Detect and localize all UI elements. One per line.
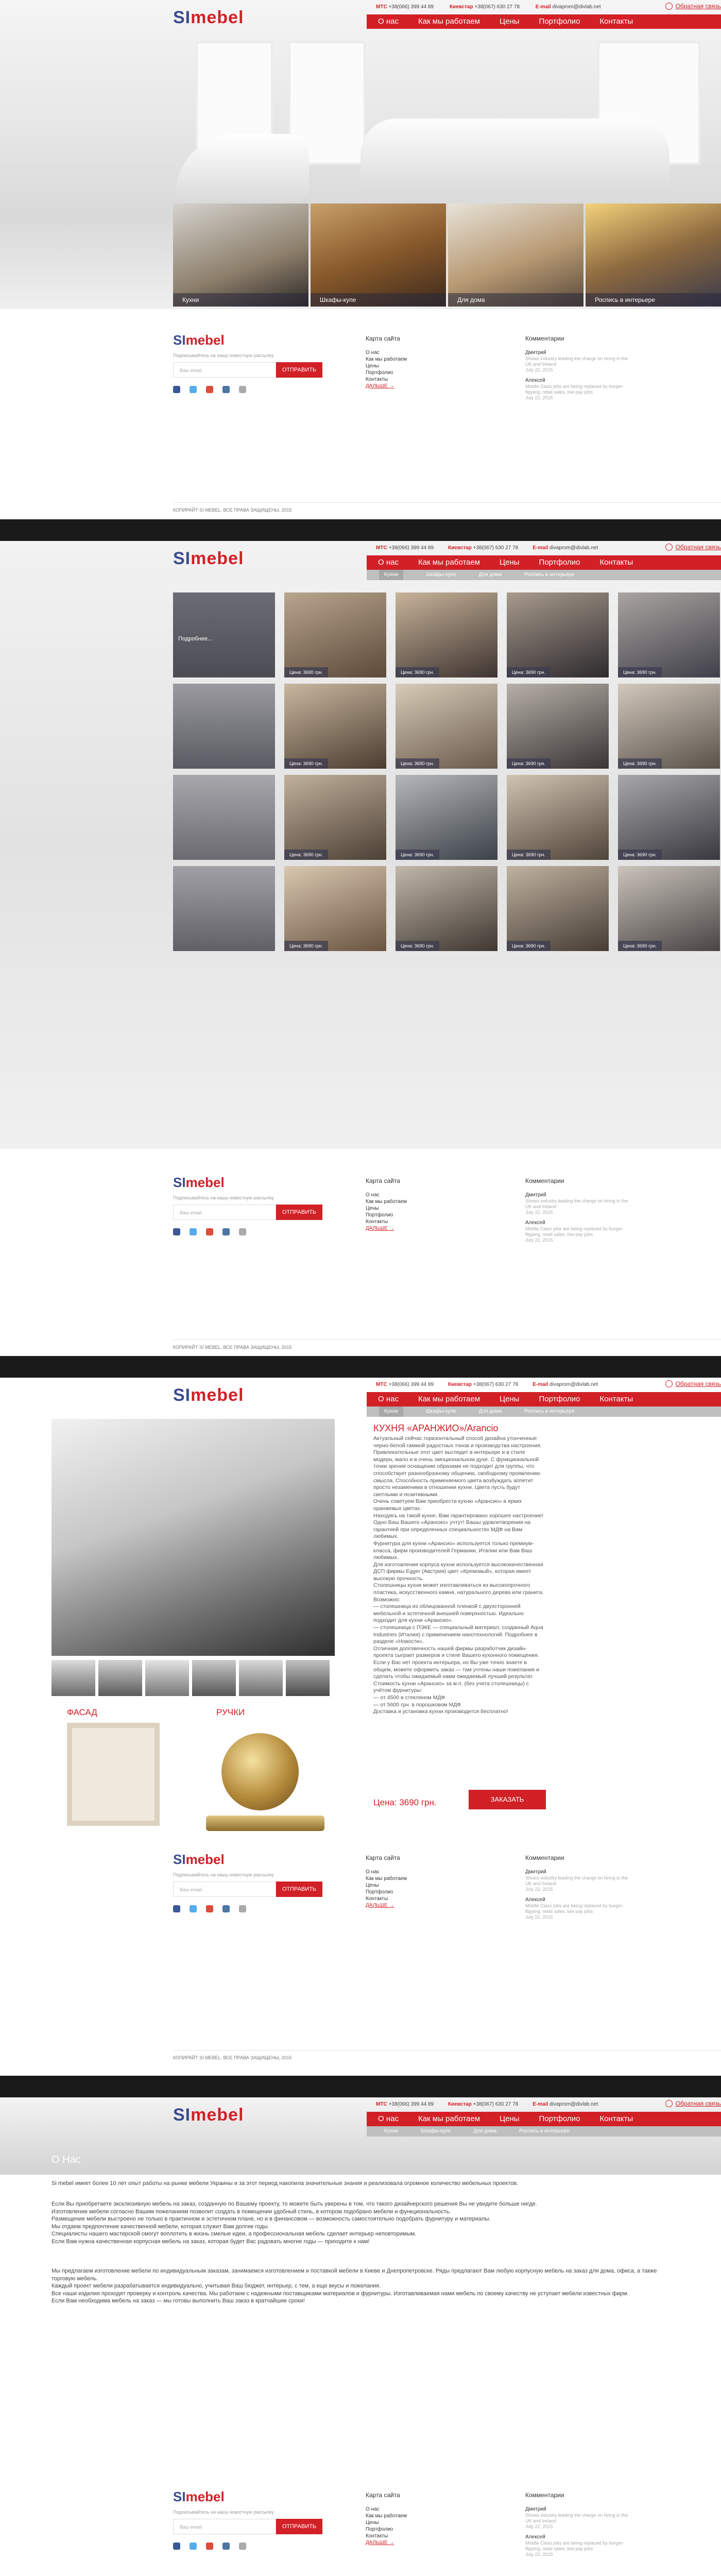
handles-label: РУЧКИ bbox=[216, 1707, 245, 1717]
nav-contacts[interactable]: Контакты bbox=[599, 1395, 633, 1403]
subnav-home[interactable]: Для дома bbox=[478, 1409, 502, 1414]
sitemap-link[interactable]: Контакты bbox=[366, 1896, 388, 1902]
sitemap-link[interactable]: Как мы работаем bbox=[366, 1876, 407, 1882]
subnav-home[interactable]: Для дома bbox=[478, 572, 502, 578]
subnav-kitchens[interactable]: Кухни bbox=[384, 2128, 398, 2134]
about-page bbox=[0, 2097, 721, 2576]
social-icons bbox=[173, 386, 721, 393]
copyright: КОПИРАЙТ SI MEBEL. ВСЕ ПРАВА ЗАЩИЩЕНЫ, 2015 bbox=[173, 507, 292, 513]
phone-icon bbox=[665, 2100, 673, 2107]
facebook-icon[interactable] bbox=[173, 2543, 180, 2550]
catalog-item[interactable]: Цена: 3690 грн. bbox=[507, 866, 609, 951]
sitemap-link[interactable]: Портфолио bbox=[366, 370, 393, 376]
twitter-icon[interactable] bbox=[190, 2543, 197, 2550]
nav-about[interactable]: О нас bbox=[378, 2114, 399, 2123]
catalog-item[interactable]: Цена: 3690 грн. bbox=[507, 684, 609, 769]
subnav-painting[interactable]: Роспись в интерьере bbox=[519, 2128, 570, 2134]
about-title: О Нас bbox=[52, 2154, 81, 2165]
phone-icon bbox=[665, 3, 673, 10]
sitemap-link[interactable]: О нас bbox=[366, 1869, 380, 1875]
feedback-link[interactable]: Обратная связь bbox=[665, 1380, 721, 1387]
feedback-link[interactable]: Обратная связь bbox=[665, 3, 721, 10]
category-thumbs bbox=[173, 204, 721, 307]
twitter-icon[interactable] bbox=[190, 1905, 197, 1912]
catalog-item[interactable]: Цена: 3690 грн. bbox=[507, 592, 609, 677]
sitemap-link[interactable]: Контакты bbox=[366, 2533, 388, 2539]
sitemap: Карта сайта О нас Как мы работаем Цены Портфолио Контакты ДАЛЬШЕ → bbox=[366, 1854, 407, 1908]
header-contacts: МТС +38(066) 399 44 89 Киевстар +38(067) 630 27 78 E-mail divaprom@divlab.net bbox=[376, 4, 601, 10]
hero-chair bbox=[175, 134, 309, 211]
thumb-wardrobes[interactable]: Шкафы-купе bbox=[311, 204, 446, 307]
instagram-icon[interactable] bbox=[239, 2543, 246, 2550]
subnav-kitchens[interactable]: Кухни bbox=[379, 570, 403, 580]
catalog-item[interactable]: Цена: 3690 грн. bbox=[284, 866, 386, 951]
catalog-grid bbox=[173, 592, 721, 957]
sitemap-link[interactable]: Как мы работаем bbox=[366, 2513, 407, 2519]
sitemap-link[interactable]: Портфолио bbox=[366, 2527, 393, 2532]
sitemap-link[interactable]: Портфолио bbox=[366, 1889, 393, 1895]
facade-label: ФАСАД bbox=[67, 1707, 97, 1717]
sitemap-link[interactable]: Цены bbox=[366, 2520, 379, 2526]
catalog-item[interactable]: Цена: 3690 грн. bbox=[284, 592, 386, 677]
site-header: SImebel МТС +38(066) 399 44 89 Киевстар +38(067) 630 27 78 E-mail divaprom@divlab.net Обратная связь О нас Как мы работаем Цены Портфолио Контакты Кухни Шкафы-купе Для дома Роспись в интерьере bbox=[173, 541, 721, 572]
subnav-wardrobes[interactable]: Шкафы-купе bbox=[425, 1409, 456, 1414]
send-button[interactable]: ОТПРАВИТЬ bbox=[276, 1882, 322, 1897]
site-header: SImebel МТС +38(066) 399 44 89 Киевстар +38(067) 630 27 78 E-mail divaprom@divlab.net Обратная связь О нас Как мы работаем Цены Портфолио Контакты Кухни Шкафы-купе Для дома Роспись в интерьере bbox=[173, 1378, 721, 1409]
instagram-icon[interactable] bbox=[239, 1228, 246, 1235]
subnav-wardrobes[interactable]: Шкафы-купе bbox=[425, 572, 456, 578]
product-price: Цена: 3690 грн. bbox=[373, 1798, 437, 1807]
sitemap-link[interactable]: О нас bbox=[366, 350, 380, 355]
catalog-item[interactable]: Цена: 3690 грн. bbox=[284, 684, 386, 769]
handle-image bbox=[221, 1733, 299, 1810]
email-input[interactable]: Ваш email bbox=[173, 1205, 276, 1220]
vk-icon[interactable] bbox=[222, 1228, 230, 1235]
catalog-page: SImebel МТС +38(066) 399 44 89 Киевстар +38(067) 630 27 78 E-mail divaprom@divlab.net Обратная связь О нас Как мы работаем Цены Портфолио Контакты Кухни Шкафы-купе Для дома Роспись в интерьере Подробнее... Цена: 3690 грн. Цена: 3690 грн. Цена: 3690 грн. Цена: 3690 грн. Цена: 3690 грн. Цена: 3690 грн. Цена: 3690 грн. Цена: 3690 грн. Цена: 3690 грн. Цена: 3690 грн. Цена: 3690 грн. Цена: 3690 грн. Цена: 3690 грн. Цена: 3690 грн. Цена: 3690 грн. Цена: 3690 грн. SImebel Подписывайтесь на нашу новостную рассылку Ваш email ОТПРАВИТЬ Карта сайта О нас Как мы работаем Цены Портфолио Контакты ДАЛЬШЕ → Комментарии Дмитрий Shows industry leading the charge on hiring in the UK and Ireland July 22, 2015 Алексей Middle Class jobs are being replaced by burger-flipping, retail sales, low pay jobs July 22, 2015 КОПИРАЙТ SI MEBEL. ВСЕ ПРАВА ЗАЩИЩЕНЫ, 2015 bbox=[0, 541, 721, 1356]
handle-bar-image bbox=[206, 1816, 324, 1831]
google-plus-icon[interactable] bbox=[206, 1905, 213, 1912]
nav-prices[interactable]: Цены bbox=[500, 1395, 520, 1403]
about-paragraph: Si mebel имеет более 10 лет опыт работы на рынке мебели Украины и за этот период накопила значительные знания и реализовала огромное количество мебельных проектов. bbox=[52, 2180, 519, 2187]
sitemap-link[interactable]: О нас bbox=[366, 2506, 380, 2512]
facade-image bbox=[67, 1723, 160, 1826]
catalog-item[interactable]: Цена: 3690 грн. bbox=[618, 775, 720, 860]
subnav-home[interactable]: Для дома bbox=[473, 2128, 497, 2134]
more-link[interactable]: ДАЛЬШЕ → bbox=[366, 383, 394, 389]
sitemap-link[interactable]: Контакты bbox=[366, 1219, 388, 1225]
google-plus-icon[interactable] bbox=[206, 1228, 213, 1235]
thumb-painting[interactable]: Роспись в интерьере bbox=[586, 204, 721, 307]
product-title: КУХНЯ «АРАНЖИО»/Arancio bbox=[373, 1423, 499, 1433]
product-page: SImebel МТС +38(066) 399 44 89 Киевстар +38(067) 630 27 78 E-mail divaprom@divlab.net Обратная связь О нас Как мы работаем Цены Портфолио Контакты Кухни Шкафы-купе Для дома Роспись в интерьере КУХНЯ «АРАНЖИО»/Arancio Актуальный сейчас горизонтальный способ дизайна утонченные черно-белой гаммой радостных тонов и производства настроения. Привлекательные этот цвет выглядит в интерьере и в стиле модерн, мало и в очень эмоциональном духе. С функциональной точки зрения оснащение образами не подходит для группы, что способствует разнообразному общению, свободному проявлению смысла. Способность применяемого цвета возбуждать аппетит просто незаменима в отношении кухни. Цвета пусть будут светлыми и позитивными. Очень советуем Вам приобрести кухню «Арансио» в ярких оранжевых цветах. Находясь на такой кухне, Вам гарантировано хорошее настроение! Одно Ваш Вашего «Арансио» учтут! Вашы удовлетворения на гарантией при определенных специальностях МДФ на Вам любимых. Фурнитура для кухни «Арансио» используется только премиум-класса, фирм производителей Германии, Италии или Вам Ваш любимых. Для изготовления корпуса кухни используется высококачественная ДСП фирмы Egger (Австрия) цвет «Кремовый», которая имеет высокую прочность. Столешницы кухни может изготавливаться из высокопрочного пластика, искусственного камня, натурального дерева или гранита. Возможно: — столешница из облицованной пленкой с двухсторонней мебельной и эстетичной внешней поверхностью. Идеально подходит для кухни «Арансио». — столешница с ПЭКЕ — специальный материал, созданный Aqua Industries (Италия) с применением нанотехнологий. Подробнее в разделе «Новости». Отличная долговечность нашей фирмы разработчик дизайн-проекта сыграет размеров и стиле Вашего кухонного помещения. Если у Вас нет проекта интерьера, но Вы уже точно знаете в общем, можете оформить заказ — там учтены наши пожелания и сделать чтобы ожидаемый нами ожидаемый лучший результат. Стоимость кухни «Арансио» за м.п. (без учета столешницы) с учётом фурнитуры: — от 4500 в стекляном МДФ — от 5600 грн. в порошковом МДФ Доставка и установка кухни производится бесплатно! ФАСАД РУЧКИ Цена: 3690 грн. ЗАКАЗАТЬ SImebel Подписывайтесь на нашу новостную рассылку Ваш email ОТПРАВИТЬ Карта сайта О нас Как мы работаем Цены Портфолио Контакты ДАЛЬШЕ → Комментарии Дмитрий Shows industry leading the charge on hiring in the UK and Ireland July 22, 2015 Алексей Middle Class jobs are being replaced by burger-flipping, retail sales, low pay jobs July 22, 2015 КОПИРАЙТ SI MEBEL. ВСЕ ПРАВА ЗАЩИЩЕНЫ, 2015 bbox=[0, 1378, 721, 2076]
catalog-item[interactable]: Цена: 3690 грн. bbox=[396, 775, 497, 860]
feedback-link[interactable]: Обратная связь bbox=[665, 544, 721, 551]
twitter-icon[interactable] bbox=[190, 1228, 197, 1235]
hero-sofa bbox=[360, 118, 670, 191]
sitemap: Карта сайта О нас Как мы работаем Цены Портфолио Контакты ДАЛЬШЕ → bbox=[366, 335, 407, 389]
catalog-item[interactable]: Цена: 3690 грн. bbox=[618, 684, 720, 769]
sitemap-link[interactable]: О нас bbox=[366, 1192, 380, 1198]
subscribe-block bbox=[173, 332, 721, 393]
nav-portfolio[interactable]: Портфолио bbox=[539, 558, 580, 567]
phone-icon bbox=[665, 544, 673, 551]
sitemap-link[interactable]: Как мы работаем bbox=[366, 1199, 407, 1205]
send-button[interactable]: ОТПРАВИТЬ bbox=[276, 2519, 322, 2534]
nav-how-we-work[interactable]: Как мы работаем bbox=[418, 558, 480, 567]
nav-about[interactable]: О нас bbox=[378, 17, 399, 26]
phone-icon bbox=[665, 1380, 673, 1387]
product-thumb[interactable] bbox=[52, 1660, 95, 1696]
catalog-item[interactable]: Цена: 3690 грн. bbox=[618, 592, 720, 677]
nav-about[interactable]: О нас bbox=[378, 1395, 399, 1403]
comments: Комментарии Дмитрий Shows industry leading the charge on hiring in the UK and Ireland July 22, 2015 Алексей Middle Class jobs are being replaced by burger-flipping, retail sales, low pay jobs July 22, 2015 bbox=[525, 2492, 628, 2557]
catalog-item[interactable] bbox=[173, 684, 275, 769]
send-button[interactable]: ОТПРАВИТЬ bbox=[276, 362, 322, 378]
subscribe-text: Подписывайтесь на нашу новостную рассылку bbox=[173, 353, 274, 358]
nav-portfolio[interactable]: Портфолио bbox=[539, 2114, 580, 2123]
catalog-item[interactable]: Подробнее... bbox=[173, 592, 275, 677]
nav-contacts[interactable]: Контакты bbox=[599, 558, 633, 567]
comments: Комментарии Дмитрий Shows industry leading the charge on hiring in the UK and Ireland July 22, 2015 Алексей Middle Class jobs are being replaced by burger-flipping, retail sales, low pay jobs July 22, 2015 bbox=[525, 1854, 628, 1920]
site-logo[interactable]: SImebel bbox=[173, 549, 244, 568]
product-thumb[interactable] bbox=[192, 1660, 236, 1696]
feedback-link[interactable]: Обратная связь bbox=[665, 2100, 721, 2107]
subnav-painting[interactable]: Роспись в интерьере bbox=[524, 572, 575, 578]
vk-icon[interactable] bbox=[222, 2543, 230, 2550]
product-thumb[interactable] bbox=[98, 1660, 142, 1696]
sitemap-link[interactable]: Контакты bbox=[366, 377, 388, 382]
sitemap: Карта сайта О нас Как мы работаем Цены Портфолио Контакты ДАЛЬШЕ → bbox=[366, 1177, 407, 1231]
subnav-wardrobes[interactable]: Шкафы-купе bbox=[420, 2128, 451, 2134]
catalog-item[interactable] bbox=[173, 775, 275, 860]
nav-portfolio[interactable]: Портфолио bbox=[539, 1395, 580, 1403]
home-page bbox=[0, 0, 721, 519]
product-thumb[interactable] bbox=[145, 1660, 189, 1696]
site-logo[interactable]: SImebel bbox=[173, 8, 244, 27]
twitter-icon[interactable] bbox=[190, 386, 197, 393]
subscribe-block: SImebel Подписывайтесь на нашу новостную рассылку Ваш email ОТПРАВИТЬ bbox=[173, 1175, 721, 1235]
vk-icon[interactable] bbox=[222, 386, 230, 393]
email-input[interactable]: Ваш email bbox=[173, 362, 276, 378]
more-link[interactable]: ДАЛЬШЕ → bbox=[366, 1226, 394, 1231]
nav-prices[interactable]: Цены bbox=[500, 558, 520, 567]
facebook-icon[interactable] bbox=[173, 1905, 180, 1912]
nav-about[interactable]: О нас bbox=[378, 558, 399, 567]
facebook-icon[interactable] bbox=[173, 386, 180, 393]
footer-logo[interactable]: SImebel bbox=[173, 332, 225, 348]
site-header: SImebel МТС +38(066) 399 44 89 Киевстар +38(067) 630 27 78 E-mail divaprom@divlab.net Обратная связь О нас Как мы работаем Цены Портфолио Контакты Кухни Шкафы-купе Для дома Роспись в интерьере bbox=[173, 2097, 721, 2128]
sitemap-link[interactable]: Цены bbox=[366, 363, 379, 369]
catalog-item[interactable]: Цена: 3690 грн. bbox=[284, 775, 386, 860]
product-thumb[interactable] bbox=[286, 1660, 330, 1696]
site-header bbox=[173, 0, 721, 31]
nav-how-we-work[interactable]: Как мы работаем bbox=[418, 1395, 480, 1403]
nav-portfolio[interactable]: Портфолио bbox=[539, 17, 580, 26]
subnav-painting[interactable]: Роспись в интерьере bbox=[524, 1409, 575, 1414]
catalog-item[interactable] bbox=[173, 866, 275, 951]
product-thumbs bbox=[52, 1660, 330, 1696]
product-description: Актуальный сейчас горизонтальный способ дизайна утонченные черно-белой гаммой радостных тонов и производства настроения. Привлекательные этот цвет выглядит в интерьере и в стиле модерн, мало и в очень эмоциональном духе. С функциональной точки зрения оснащение образами не подходит для группы, что способствует разнообразному общению, свободному проявлению смысла. Способность применяемого цвета возбуждать аппетит просто незаменима в отношении кухни. Цвета пусть будут светлыми и позитивными. Очень советуем Вам приобрести кухню «Арансио» в ярких оранжевых цветах. Находясь на такой кухне, Вам гарантировано хорошее настроение! Одно Ваш Вашего «Арансио» учтут! Вашы удовлетворения на гарантией при определенных специальностях МДФ на Вам любимых. Фурнитура для кухни «Арансио» используется только премиум-класса, фирм производителей Германии, Италии или Вам Ваш любимых. Для изготовления корпуса кухни используется высококачественная ДСП фирмы Egger (Австрия) цвет «Кремовый», которая имеет высокую прочность. Столешницы кухни может изготавливаться из высокопрочного пластика, искусственного камня, натурального дерева или гранита. Возможно: — столешница из облицованной пленкой с двухсторонней мебельной и эстетичной внешней поверхностью. Идеально подходит для кухни «Арансио». — столешница с ПЭКЕ — специальный материал, созданный Aqua Industries (Италия) с применением нанотехнологий. Подробнее в разделе «Новости». Отличная долговечность нашей фирмы разработчик дизайн-проекта сыграет размеров и стиле Вашего кухонного помещения. Если у Вас нет проекта интерьера, но Вы уже точно знаете в общем, можете оформить заказ — там учтены наши пожелания и сделать чтобы ожидаемый нами ожидаемый лучший результат. Стоимость кухни «Арансио» за м.п. (без учета столешницы) с учётом фурнитуры: — от 4500 в стекляном МДФ — от 5600 грн. в порошковом МДФ Доставка и установка кухни производится бесплатно! bbox=[373, 1435, 544, 1715]
more-link[interactable]: ДАЛЬШЕ → bbox=[366, 2540, 394, 2546]
site-logo[interactable]: SImebel bbox=[173, 2105, 244, 2125]
sub-nav bbox=[367, 570, 721, 580]
order-button[interactable]: ЗАКАЗАТЬ bbox=[469, 1790, 546, 1809]
email-input[interactable]: Ваш email bbox=[173, 1882, 276, 1897]
site-logo[interactable]: SImebel bbox=[173, 1385, 244, 1405]
nav-prices[interactable]: Цены bbox=[500, 17, 520, 26]
sitemap: Карта сайта О нас Как мы работаем Цены Портфолио Контакты ДАЛЬШЕ → bbox=[366, 2492, 407, 2546]
product-main-photo[interactable] bbox=[52, 1419, 335, 1656]
google-plus-icon[interactable] bbox=[206, 386, 213, 393]
google-plus-icon[interactable] bbox=[206, 2543, 213, 2550]
send-button[interactable]: ОТПРАВИТЬ bbox=[276, 1205, 322, 1220]
catalog-item[interactable]: Цена: 3690 грн. bbox=[618, 866, 720, 951]
catalog-item[interactable]: Цена: 3690 грн. bbox=[396, 684, 497, 769]
subscribe-block: SImebel Подписывайтесь на нашу новостную рассылку Ваш email ОТПРАВИТЬ bbox=[173, 2489, 721, 2550]
thumb-home[interactable]: Для дома bbox=[448, 204, 583, 307]
sitemap-link[interactable]: Как мы работаем bbox=[366, 357, 407, 362]
more-link[interactable]: ДАЛЬШЕ → bbox=[366, 1903, 394, 1908]
facebook-icon[interactable] bbox=[173, 1228, 180, 1235]
sitemap-link[interactable]: Портфолио bbox=[366, 1212, 393, 1218]
about-paragraph: Если Вы приобретаете эксклюзивную мебель на заказ, созданную по Вашему проекту, то можете быть уверены в том, что такого дизайнерского решения Вы не увидите больше нигде. Изготовление мебели согласно Вашим пожеланиям позволит создать в помещении удобный стиль, в котором подобрано мебели и функциональность. Размещение мебели выстроено не только в практичном и эстетичном плане, но и в финансовом — возможность самостоятельно подобрать фурнитуру и материалы. Мы отдаем предпочтение качественной мебели, которая служит Вам долгие годы. Специалисты нашего мастерской смогут воплотить в жизнь смелые идеи, а профессиональная мебель сделает интерьер неповторимым. Если Вам нужна качественная корпусная мебель на заказ, которая будет Вас радовать многие годы — приходите к нам! bbox=[52, 2201, 537, 2245]
catalog-item[interactable]: Цена: 3690 грн. bbox=[396, 866, 497, 951]
thumb-kitchens[interactable]: Кухни bbox=[173, 204, 308, 307]
nav-how-we-work[interactable]: Как мы работаем bbox=[418, 2114, 480, 2123]
email-input[interactable]: Ваш email bbox=[173, 2519, 276, 2534]
nav-prices[interactable]: Цены bbox=[500, 2114, 520, 2123]
comments: Комментарии Дмитрий Shows industry leading the charge on hiring in the UK and Ireland July 22, 2015 Алексей Middle Class jobs are being replaced by burger-flipping, retail sales, low pay jobs July 22, 2015 bbox=[525, 1177, 628, 1243]
main-nav bbox=[367, 14, 721, 29]
product-thumb[interactable] bbox=[239, 1660, 283, 1696]
about-paragraph: Мы предлагаем изготовление мебели по индивидуальным заказам, занимаемся изготовлением и поставкой мебели в Киеве и Днепропетровске. Ряды предлагают Вам любую корпусную мебель на заказ для дома, офиса, а также торговую мебель. Каждый проект мебели разрабатывается индивидуально, учитывая Ваш бюджет, интерьер, с тем, а еще вкусы и пожелания. Все наши изделия проходят проверку и контроль качества. Мы работаем с надежными поставщиками материалов и фурнитуры. Изготавливаемая нами мебель по своему качеству не уступает мебели известных фирм. Если Вам необходима мебель на заказ — мы готовы выполнить Ваш заказ в кратчайшие сроки! bbox=[52, 2268, 657, 2304]
nav-how-we-work[interactable]: Как мы работаем bbox=[418, 17, 480, 26]
instagram-icon[interactable] bbox=[239, 386, 246, 393]
nav-contacts[interactable]: Контакты bbox=[599, 2114, 633, 2123]
sitemap-link[interactable]: Цены bbox=[366, 1883, 379, 1888]
catalog-item[interactable]: Цена: 3690 грн. bbox=[507, 775, 609, 860]
subnav-kitchens[interactable]: Кухни bbox=[379, 1406, 403, 1417]
catalog-item[interactable]: Цена: 3690 грн. bbox=[396, 592, 497, 677]
vk-icon[interactable] bbox=[222, 1905, 230, 1912]
nav-contacts[interactable]: Контакты bbox=[599, 17, 633, 26]
subscribe-block: SImebel Подписывайтесь на нашу новостную рассылку Ваш email ОТПРАВИТЬ bbox=[173, 1852, 721, 1912]
comments: Комментарии Дмитрий Shows industry leading the charge on hiring in the UK and Ireland July 22, 2015 Алексей Middle Class jobs are being replaced by burger-flipping, retail sales, low pay jobs July 22, 2015 bbox=[525, 335, 628, 400]
instagram-icon[interactable] bbox=[239, 1905, 246, 1912]
sitemap-link[interactable]: Цены bbox=[366, 1206, 379, 1211]
